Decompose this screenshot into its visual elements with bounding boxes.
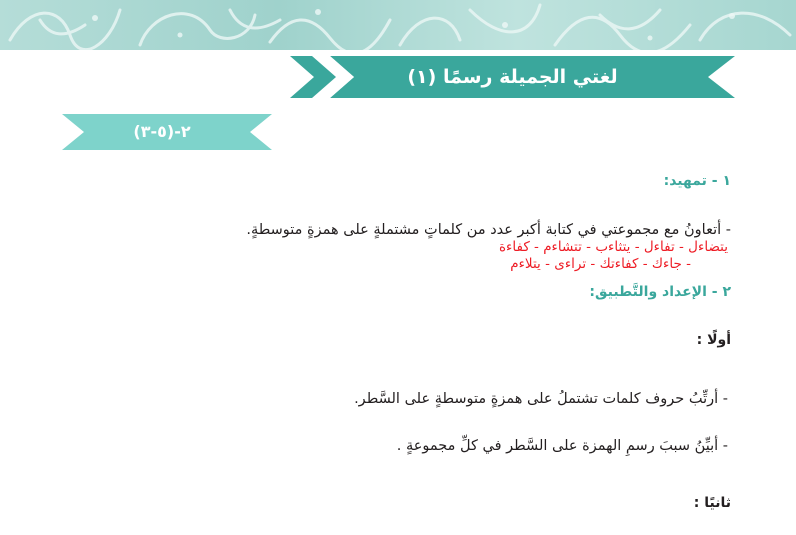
section1-heading: ١ - تمهيد: bbox=[663, 173, 731, 189]
answers-line-1: يتضاءل - تفاءل - يتثاءب - تتشاءم - كفاءة bbox=[498, 239, 728, 255]
task-1: - أرتِّبُ حروف كلمات تشتملُ على همزةٍ متوسطةٍ على السَّطر. bbox=[354, 391, 728, 407]
first-label: أولًا : bbox=[696, 332, 731, 348]
second-label: ثانيًا : bbox=[693, 495, 731, 511]
page-title: لغتي الجميلة رسمًا (١) bbox=[407, 66, 618, 88]
section2-heading: ٢ - الإعداد والتَّطبيق: bbox=[589, 284, 731, 300]
lesson-banner bbox=[62, 114, 272, 150]
answers-line-2: - جاءك - كفاءتك - تراءى - يتلاءم bbox=[510, 256, 691, 272]
section1-instruction: - أتعاونُ مع مجموعتي في كتابة أكبر عدد من كلماتٍ مشتملةٍ على همزةٍ متوسطةٍ. bbox=[246, 222, 731, 238]
title-banner bbox=[290, 56, 735, 98]
lesson-code: ٢-(٥-٣) bbox=[133, 122, 191, 141]
decorative-header-band bbox=[0, 0, 796, 50]
calligraphy-pattern bbox=[0, 0, 796, 50]
task-2: - أبيِّنُ سببَ رسمِ الهمزة على السَّطر في كلِّ مجموعةٍ . bbox=[396, 438, 728, 454]
